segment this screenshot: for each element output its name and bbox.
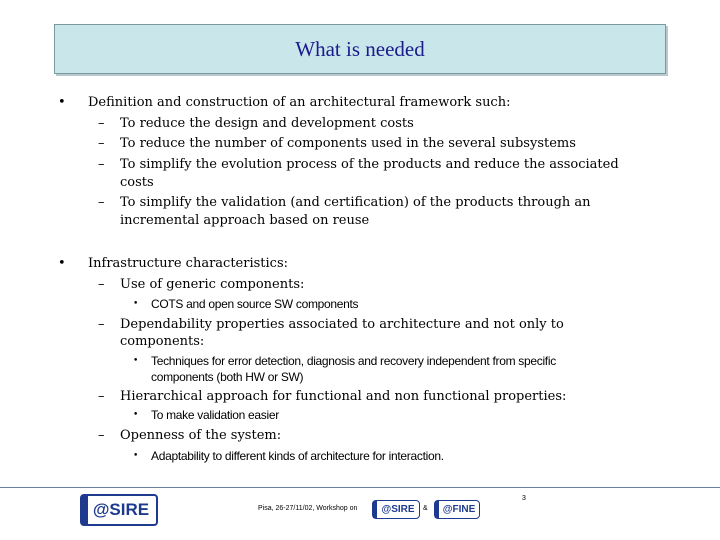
sub-item-text: components: bbox=[120, 334, 205, 349]
sub-item-text: Hierarchical approach for functional and non functional properties: bbox=[120, 389, 567, 404]
sub-sub-item-text: Adaptability to different kinds of architecture for interaction. bbox=[151, 449, 444, 463]
dash-marker: – bbox=[98, 116, 105, 131]
sub-item-text: To reduce the design and development costs bbox=[120, 116, 414, 131]
sub-item-text: costs bbox=[120, 175, 154, 190]
sub-bullet-marker: • bbox=[133, 451, 139, 461]
sub-item-text: To simplify the evolution process of the products and reduce the associated bbox=[120, 157, 619, 172]
sub-item-text: Use of generic components: bbox=[120, 277, 305, 292]
dash-marker: – bbox=[98, 277, 105, 292]
footer-event-text: Pisa, 26-27/11/02, Workshop on bbox=[258, 505, 358, 512]
footer-divider bbox=[0, 487, 720, 488]
logo-text: @FINE bbox=[442, 504, 476, 515]
asire-logo bbox=[80, 494, 158, 526]
dash-marker: – bbox=[98, 317, 105, 332]
sub-sub-item-text: To make validation easier bbox=[151, 408, 279, 422]
page-number: 3 bbox=[522, 495, 526, 502]
dash-marker: – bbox=[98, 428, 105, 443]
asire-small-logo bbox=[372, 500, 420, 519]
sub-item-text: Openness of the system: bbox=[120, 428, 282, 443]
sub-sub-item-text: Techniques for error detection, diagnosis and recovery independent from specific bbox=[151, 354, 556, 368]
sub-item-text: Dependability properties associated to architecture and not only to bbox=[120, 317, 564, 332]
footer-ampersand: & bbox=[423, 505, 428, 512]
afine-logo bbox=[434, 500, 480, 519]
logo-text: @SIRE bbox=[381, 504, 415, 515]
sub-item-text: To simplify the validation (and certification) of the products through an bbox=[120, 195, 591, 210]
bullet-text: Definition and construction of an architectural framework such: bbox=[88, 95, 511, 110]
dash-marker: – bbox=[98, 157, 105, 172]
sub-sub-item-text: COTS and open source SW components bbox=[151, 297, 359, 311]
sub-item-text: To reduce the number of components used in the several subsystems bbox=[120, 136, 576, 151]
sub-bullet-marker: • bbox=[133, 299, 139, 309]
bullet-text: Infrastructure characteristics: bbox=[88, 256, 289, 271]
sub-sub-item-text: components (both HW or SW) bbox=[151, 370, 304, 384]
logo-stripe bbox=[82, 496, 88, 524]
dash-marker: – bbox=[98, 195, 105, 210]
sub-bullet-marker: • bbox=[133, 410, 139, 420]
sub-bullet-marker: • bbox=[133, 356, 139, 366]
sub-item-text: incremental approach based on reuse bbox=[120, 213, 370, 228]
logo-stripe bbox=[373, 501, 377, 518]
bullet-marker: • bbox=[58, 256, 66, 271]
bullet-marker: • bbox=[58, 95, 66, 110]
dash-marker: – bbox=[98, 389, 105, 404]
slide-title: What is needed bbox=[295, 36, 425, 61]
logo-text: @SIRE bbox=[92, 500, 150, 519]
dash-marker: – bbox=[98, 136, 105, 151]
